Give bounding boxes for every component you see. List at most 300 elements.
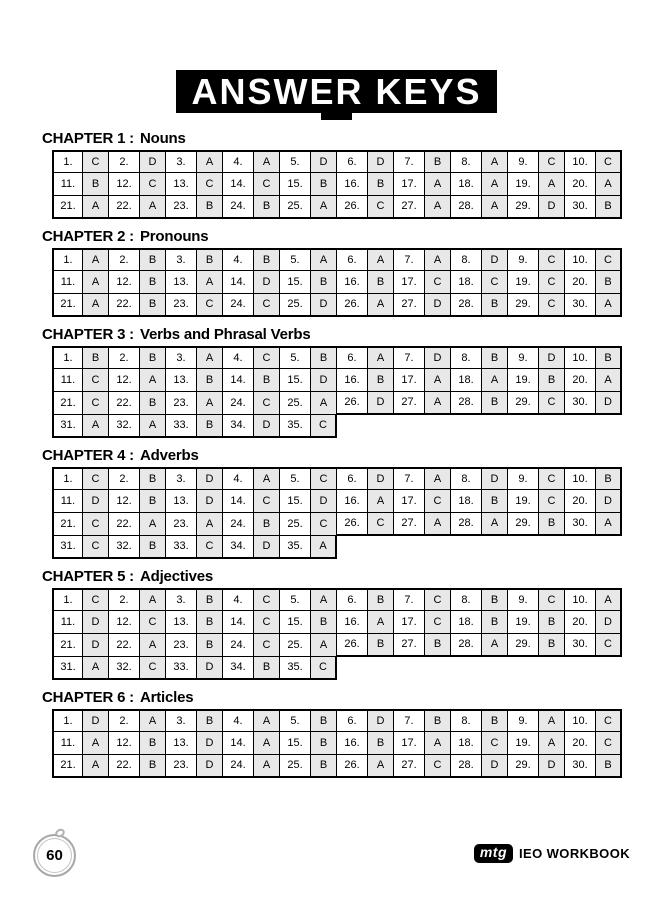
chapter-name: Nouns — [139, 130, 186, 147]
question-number: 22. — [109, 513, 140, 536]
answer-value: B — [311, 709, 337, 732]
answer-value: D — [368, 150, 394, 173]
question-number: 6. — [337, 467, 368, 490]
question-number: 32. — [109, 536, 140, 559]
answer-value: D — [254, 536, 280, 559]
answer-value: A — [83, 755, 109, 778]
question-number: 20. — [565, 732, 596, 755]
answer-value: D — [596, 392, 622, 415]
answer-value: A — [83, 248, 109, 271]
question-number: 34. — [223, 536, 254, 559]
answer-value: A — [83, 196, 109, 219]
answer-value: A — [596, 173, 622, 196]
answer-value: A — [83, 732, 109, 755]
question-number: 11. — [52, 369, 83, 392]
answer-row — [52, 709, 632, 732]
question-number: 13. — [166, 271, 197, 294]
answer-value: B — [197, 634, 223, 657]
answer-row — [52, 173, 632, 196]
question-number: 8. — [451, 150, 482, 173]
question-number: 21. — [52, 634, 83, 657]
question-number: 16. — [337, 369, 368, 392]
answer-value: C — [254, 634, 280, 657]
answer-value: D — [539, 755, 565, 778]
question-number: 6. — [337, 346, 368, 369]
question-number: 4. — [223, 248, 254, 271]
question-number: 27. — [394, 755, 425, 778]
answer-value: B — [197, 196, 223, 219]
answer-value: A — [425, 467, 451, 490]
question-number: 16. — [337, 271, 368, 294]
answer-value: B — [482, 611, 508, 634]
question-number: 19. — [508, 369, 539, 392]
answer-value: B — [482, 490, 508, 513]
answer-value: B — [596, 346, 622, 369]
question-number: 4. — [223, 588, 254, 611]
question-number: 10. — [565, 709, 596, 732]
workbook-title: IEO WORKBOOK — [519, 846, 630, 862]
question-number: 10. — [565, 346, 596, 369]
answer-value: B — [425, 634, 451, 657]
answer-value: C — [596, 150, 622, 173]
question-number: 14. — [223, 173, 254, 196]
answer-value: A — [254, 755, 280, 778]
answer-value: D — [368, 392, 394, 415]
answer-value: A — [254, 150, 280, 173]
question-number: 1. — [52, 346, 83, 369]
question-number: 29. — [508, 755, 539, 778]
answer-value: C — [311, 415, 337, 438]
answer-value: A — [596, 294, 622, 317]
answer-value: D — [482, 248, 508, 271]
question-number: 30. — [565, 513, 596, 536]
question-number: 15. — [280, 490, 311, 513]
answer-value: A — [539, 709, 565, 732]
question-number: 3. — [166, 709, 197, 732]
answer-value: A — [254, 732, 280, 755]
answer-table — [52, 709, 632, 778]
answer-value: A — [140, 588, 166, 611]
answer-value: A — [482, 196, 508, 219]
answer-value: D — [596, 611, 622, 634]
question-number: 35. — [280, 415, 311, 438]
question-number: 19. — [508, 271, 539, 294]
answer-value: B — [140, 392, 166, 415]
question-number: 11. — [52, 611, 83, 634]
question-number: 15. — [280, 271, 311, 294]
answer-value: D — [368, 467, 394, 490]
answer-value: B — [311, 611, 337, 634]
answer-value: A — [311, 392, 337, 415]
question-number: 24. — [223, 392, 254, 415]
question-number: 1. — [52, 467, 83, 490]
answer-value: A — [539, 732, 565, 755]
answer-value: B — [254, 248, 280, 271]
answer-value: A — [425, 513, 451, 536]
answer-value: B — [368, 173, 394, 196]
question-number: 12. — [109, 732, 140, 755]
answer-value: B — [254, 657, 280, 680]
answer-value: A — [368, 755, 394, 778]
chapter-label: CHAPTER 1 : — [42, 130, 134, 147]
answer-value: A — [311, 248, 337, 271]
answer-value: B — [482, 588, 508, 611]
chapter-heading — [42, 448, 632, 464]
answer-value: A — [197, 513, 223, 536]
question-number: 20. — [565, 369, 596, 392]
answer-value: C — [539, 467, 565, 490]
question-number: 3. — [166, 248, 197, 271]
chapter-section — [42, 569, 632, 680]
answer-value: A — [197, 271, 223, 294]
question-number: 4. — [223, 346, 254, 369]
answer-value: A — [425, 173, 451, 196]
question-number: 25. — [280, 634, 311, 657]
question-number: 27. — [394, 513, 425, 536]
answer-value: C — [596, 709, 622, 732]
answer-value: A — [425, 248, 451, 271]
answer-value: D — [197, 490, 223, 513]
question-number: 11. — [52, 173, 83, 196]
answer-value: B — [254, 513, 280, 536]
question-number: 15. — [280, 173, 311, 196]
question-number: 33. — [166, 536, 197, 559]
question-number: 8. — [451, 588, 482, 611]
title-banner — [176, 70, 497, 113]
question-number: 13. — [166, 173, 197, 196]
answer-value: D — [482, 467, 508, 490]
question-number: 12. — [109, 369, 140, 392]
question-number: 2. — [109, 467, 140, 490]
question-number: 34. — [223, 657, 254, 680]
answer-value: A — [539, 173, 565, 196]
answer-value: C — [254, 490, 280, 513]
question-number: 11. — [52, 271, 83, 294]
question-number: 30. — [565, 634, 596, 657]
answer-value: B — [197, 415, 223, 438]
answer-value: B — [140, 490, 166, 513]
answer-value: D — [197, 657, 223, 680]
question-number: 9. — [508, 150, 539, 173]
answer-value: A — [311, 588, 337, 611]
answer-value: A — [197, 392, 223, 415]
answer-value: B — [311, 346, 337, 369]
answer-value: B — [596, 271, 622, 294]
chapter-name: Verbs and Phrasal Verbs — [139, 326, 311, 343]
question-number: 7. — [394, 588, 425, 611]
answer-value: B — [140, 346, 166, 369]
question-number: 6. — [337, 150, 368, 173]
question-number: 10. — [565, 248, 596, 271]
question-number: 22. — [109, 755, 140, 778]
question-number: 23. — [166, 392, 197, 415]
answer-value: B — [83, 173, 109, 196]
question-number: 30. — [565, 294, 596, 317]
question-number: 3. — [166, 150, 197, 173]
question-number: 14. — [223, 490, 254, 513]
answer-value: C — [368, 513, 394, 536]
answer-value: B — [197, 709, 223, 732]
question-number: 30. — [565, 755, 596, 778]
question-number: 10. — [565, 150, 596, 173]
question-number: 5. — [280, 150, 311, 173]
question-number: 9. — [508, 709, 539, 732]
chapter-label: CHAPTER 4 : — [42, 447, 134, 464]
answer-value: C — [254, 392, 280, 415]
question-number: 17. — [394, 732, 425, 755]
chapter-label: CHAPTER 3 : — [42, 326, 134, 343]
answer-row — [52, 634, 632, 657]
answer-value: C — [254, 346, 280, 369]
question-number: 17. — [394, 271, 425, 294]
answer-value: A — [140, 709, 166, 732]
answer-value: A — [83, 657, 109, 680]
answer-value: C — [482, 271, 508, 294]
answer-value: B — [254, 196, 280, 219]
question-number: 13. — [166, 611, 197, 634]
answer-value: A — [140, 634, 166, 657]
chapter-name: Adverbs — [139, 447, 199, 464]
answer-value: B — [596, 755, 622, 778]
question-number: 18. — [451, 490, 482, 513]
answer-value: A — [311, 196, 337, 219]
answer-value: A — [368, 248, 394, 271]
answer-value: C — [596, 248, 622, 271]
question-number: 4. — [223, 709, 254, 732]
question-number: 28. — [451, 294, 482, 317]
question-number: 31. — [52, 657, 83, 680]
answer-value: A — [425, 392, 451, 415]
answer-value: C — [311, 467, 337, 490]
answer-value: B — [368, 271, 394, 294]
chapter-heading — [42, 327, 632, 343]
question-number: 24. — [223, 513, 254, 536]
answer-value: C — [539, 490, 565, 513]
answer-value: D — [197, 755, 223, 778]
question-number: 30. — [565, 196, 596, 219]
answer-value: C — [254, 173, 280, 196]
answer-value: B — [539, 611, 565, 634]
answer-value: B — [140, 536, 166, 559]
answer-value: D — [425, 294, 451, 317]
question-number: 21. — [52, 294, 83, 317]
page-title: ANSWER KEYS — [191, 70, 482, 112]
answer-row — [52, 346, 632, 369]
question-number: 7. — [394, 467, 425, 490]
question-number: 20. — [565, 271, 596, 294]
answer-value: C — [425, 611, 451, 634]
question-number: 28. — [451, 196, 482, 219]
question-number: 25. — [280, 196, 311, 219]
answer-value: A — [197, 346, 223, 369]
answer-value: B — [482, 294, 508, 317]
question-number: 26. — [337, 196, 368, 219]
answer-row — [52, 588, 632, 611]
question-number: 17. — [394, 369, 425, 392]
question-number: 3. — [166, 346, 197, 369]
answer-value: C — [83, 467, 109, 490]
answer-value: C — [368, 196, 394, 219]
question-number: 22. — [109, 634, 140, 657]
question-number: 20. — [565, 611, 596, 634]
answer-row — [52, 150, 632, 173]
question-number: 24. — [223, 196, 254, 219]
question-number: 12. — [109, 173, 140, 196]
question-number: 4. — [223, 467, 254, 490]
question-number: 7. — [394, 150, 425, 173]
question-number: 28. — [451, 513, 482, 536]
question-number: 32. — [109, 657, 140, 680]
answer-row — [52, 732, 632, 755]
question-number: 7. — [394, 709, 425, 732]
question-number: 5. — [280, 467, 311, 490]
answer-value: A — [140, 415, 166, 438]
answer-row — [52, 513, 632, 536]
answer-value: B — [197, 369, 223, 392]
question-number: 32. — [109, 415, 140, 438]
answer-value: C — [197, 536, 223, 559]
answer-value: C — [254, 294, 280, 317]
question-number: 29. — [508, 196, 539, 219]
question-number: 33. — [166, 657, 197, 680]
answer-value: B — [254, 369, 280, 392]
question-number: 35. — [280, 536, 311, 559]
answer-value: C — [140, 657, 166, 680]
answer-value: C — [83, 588, 109, 611]
chapter-section — [42, 448, 632, 559]
question-number: 29. — [508, 392, 539, 415]
answer-value: C — [596, 634, 622, 657]
answer-value: A — [368, 294, 394, 317]
answer-value: A — [482, 369, 508, 392]
question-number: 8. — [451, 346, 482, 369]
answer-value: A — [482, 173, 508, 196]
answer-value: B — [368, 588, 394, 611]
question-number: 8. — [451, 248, 482, 271]
question-number: 14. — [223, 369, 254, 392]
answer-value: B — [425, 150, 451, 173]
question-number: 11. — [52, 490, 83, 513]
question-number: 31. — [52, 415, 83, 438]
question-number: 14. — [223, 732, 254, 755]
answer-value: A — [596, 513, 622, 536]
page-number-circle — [33, 834, 76, 877]
answer-value: D — [482, 755, 508, 778]
answer-value: B — [482, 346, 508, 369]
chapter-section — [42, 327, 632, 438]
chapter-heading — [42, 131, 632, 147]
question-number: 5. — [280, 248, 311, 271]
banner-tab-decoration — [321, 113, 352, 120]
question-number: 25. — [280, 392, 311, 415]
answer-row — [52, 490, 632, 513]
answer-value: D — [197, 732, 223, 755]
answer-row — [52, 755, 632, 778]
question-number: 29. — [508, 513, 539, 536]
question-number: 6. — [337, 248, 368, 271]
answer-row — [52, 248, 632, 271]
answer-value: C — [83, 513, 109, 536]
question-number: 21. — [52, 196, 83, 219]
answer-row — [52, 271, 632, 294]
answer-value: B — [197, 248, 223, 271]
answer-value: B — [482, 709, 508, 732]
question-number: 1. — [52, 248, 83, 271]
question-number: 26. — [337, 513, 368, 536]
question-number: 27. — [394, 634, 425, 657]
answer-value: A — [596, 369, 622, 392]
answer-value: C — [539, 392, 565, 415]
answer-row — [52, 611, 632, 634]
answer-value: B — [140, 271, 166, 294]
answer-value: A — [254, 709, 280, 732]
question-number: 5. — [280, 588, 311, 611]
answer-value: C — [83, 392, 109, 415]
answer-value: C — [254, 588, 280, 611]
question-number: 15. — [280, 611, 311, 634]
answer-table — [52, 346, 632, 438]
answer-value: B — [539, 369, 565, 392]
answer-value: B — [368, 369, 394, 392]
question-number: 19. — [508, 490, 539, 513]
answer-value: B — [140, 755, 166, 778]
answer-value: C — [596, 732, 622, 755]
question-number: 1. — [52, 150, 83, 173]
answer-value: B — [482, 392, 508, 415]
question-number: 6. — [337, 709, 368, 732]
answer-row — [52, 415, 632, 438]
question-number: 8. — [451, 467, 482, 490]
publisher-brand — [474, 844, 630, 863]
question-number: 9. — [508, 346, 539, 369]
answer-value: C — [425, 588, 451, 611]
question-number: 13. — [166, 490, 197, 513]
answer-value: A — [482, 150, 508, 173]
answer-value: B — [140, 467, 166, 490]
question-number: 23. — [166, 196, 197, 219]
answer-value: D — [83, 490, 109, 513]
answer-value: B — [425, 709, 451, 732]
answer-value: C — [254, 611, 280, 634]
answer-value: C — [425, 490, 451, 513]
question-number: 6. — [337, 588, 368, 611]
question-number: 17. — [394, 173, 425, 196]
question-number: 15. — [280, 732, 311, 755]
question-number: 19. — [508, 173, 539, 196]
question-number: 20. — [565, 490, 596, 513]
question-number: 26. — [337, 755, 368, 778]
answer-value: D — [311, 150, 337, 173]
answer-row — [52, 467, 632, 490]
page-number: 60 — [46, 847, 63, 864]
answer-value: B — [311, 755, 337, 778]
answer-value: A — [311, 536, 337, 559]
chapter-section — [42, 690, 632, 778]
question-number: 14. — [223, 271, 254, 294]
chapter-section — [42, 131, 632, 219]
answer-value: A — [140, 513, 166, 536]
question-number: 2. — [109, 150, 140, 173]
answer-value: B — [368, 732, 394, 755]
chapter-heading — [42, 690, 632, 706]
answer-value: A — [425, 732, 451, 755]
question-number: 9. — [508, 248, 539, 271]
question-number: 18. — [451, 369, 482, 392]
answer-value: A — [482, 513, 508, 536]
question-number: 16. — [337, 611, 368, 634]
question-number: 19. — [508, 732, 539, 755]
answer-value: A — [425, 369, 451, 392]
